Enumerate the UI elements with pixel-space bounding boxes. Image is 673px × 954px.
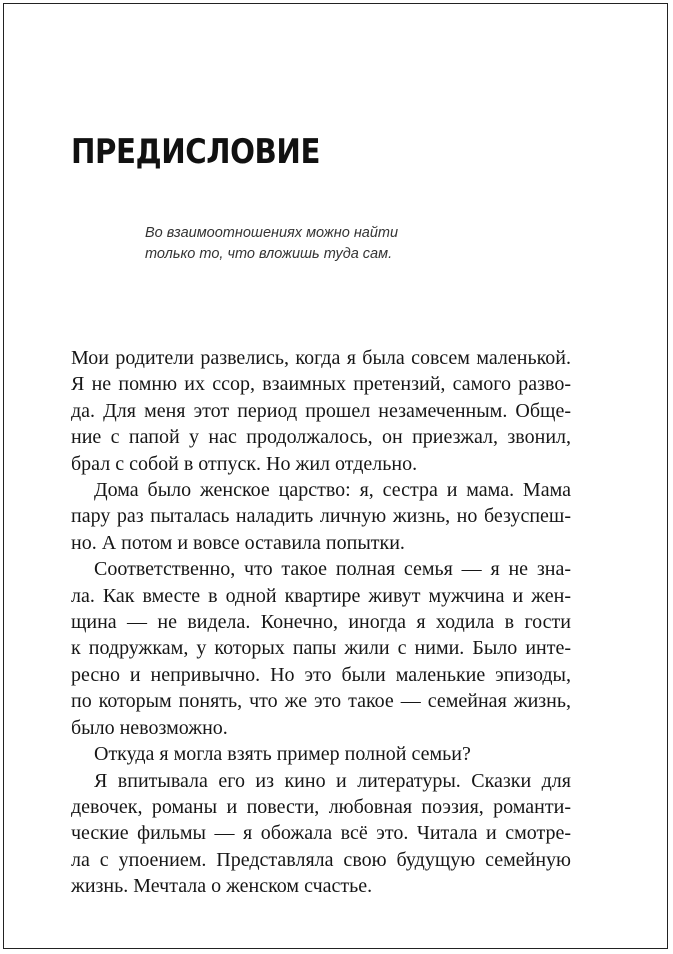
book-page [3, 3, 668, 949]
epigraph-line: Во взаимоотношениях можно найти [145, 225, 399, 241]
text-line: Я не помню их ссор, взаимных претензий, самого разво- [71, 373, 571, 396]
paragraph-5 [71, 768, 571, 900]
text-line: ла с упоением. Представляла свою будущую семейную [71, 848, 571, 871]
text-line: щина — не видела. Конечно, иногда я ходила в гости [71, 611, 571, 634]
text-line: ние с папой у нас продолжалось, он приезжал, звонил, [71, 426, 571, 449]
chapter-title: ПРЕДИСЛОВИЕ [71, 132, 320, 172]
text-line: ресно и непривычно. Но это были маленькие эпизоды, [71, 663, 571, 686]
text-line: брал с собой в отпуск. Но жил отдельно. [71, 452, 418, 475]
text-line: да. Для меня этот период прошел незамеченным. Обще- [71, 399, 571, 422]
epigraph [145, 223, 398, 265]
paragraph-2 [71, 477, 571, 556]
text-line: девочек, романы и повести, любовная поэзия, романти- [71, 795, 571, 818]
body-text [71, 345, 571, 900]
text-line: по которым понять, что же это такое — семейная жизнь, [71, 690, 571, 713]
text-line: Мои родители развелись, когда я была совсем маленькой. [71, 347, 571, 369]
paragraph-4 [71, 741, 571, 767]
text-line: Откуда я могла взять пример полной семьи? [94, 743, 471, 766]
text-line: ческие фильмы — я обожала всё это. Читала и смотре- [71, 822, 571, 845]
paragraph-3 [71, 556, 571, 741]
text-line: ла. Как вместе в одной квартире живут мужчина и жен- [71, 584, 571, 607]
text-line: Дома было женское царство: я, сестра и мама. Мама [94, 479, 571, 502]
text-line: жизнь. Мечтала о женском счастье. [71, 875, 373, 898]
text-line: но. А потом и вовсе оставила попытки. [71, 531, 405, 554]
text-line: Я впитывала его из кино и литературы. Сказки для [94, 769, 571, 792]
text-line: пару раз пыталась наладить личную жизнь, но безуспеш- [71, 505, 571, 528]
paragraph-1 [71, 345, 571, 477]
epigraph-line: только то, что вложишь туда сам. [145, 246, 393, 262]
text-line: было невозможно. [71, 716, 228, 739]
text-line: к подружкам, у которых папы жили с ними. Было инте- [71, 637, 571, 660]
text-line: Соответственно, что такое полная семья — я не зна- [94, 558, 571, 581]
